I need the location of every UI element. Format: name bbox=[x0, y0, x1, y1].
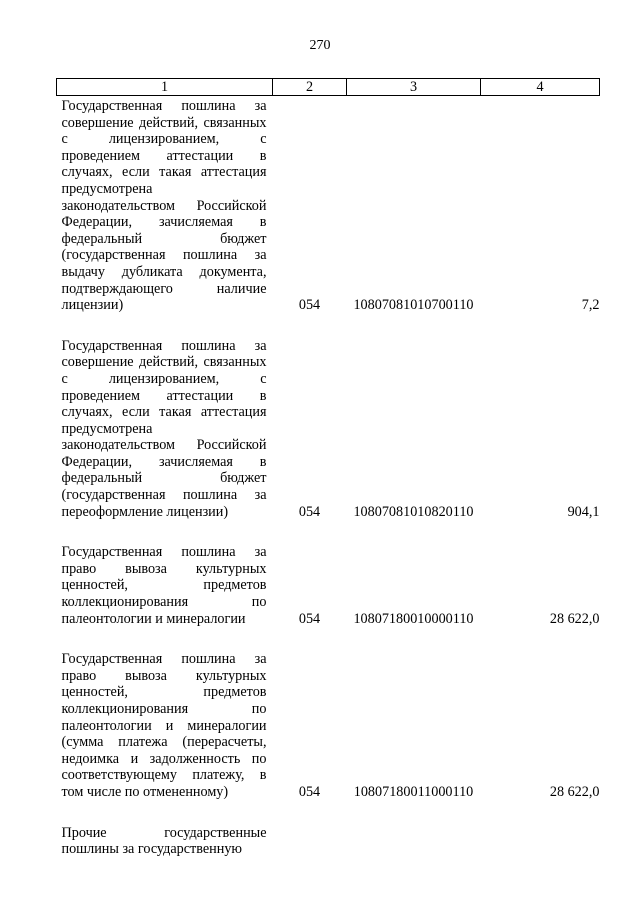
budget-table bbox=[56, 78, 600, 858]
table-row bbox=[57, 96, 600, 314]
header-row bbox=[57, 79, 600, 96]
table-header bbox=[57, 79, 600, 96]
row-spacer bbox=[57, 520, 600, 544]
table-row bbox=[57, 544, 600, 627]
admin-code-cell: 054 bbox=[298, 503, 321, 520]
amount-cell: 904,1 bbox=[567, 503, 600, 520]
budget-code-cell: 10807180010000110 bbox=[353, 610, 474, 627]
table-row bbox=[57, 651, 600, 800]
page-number: 270 bbox=[309, 38, 331, 53]
revenue-name-cell: Прочие государственные пошлины за государственную bbox=[61, 824, 267, 858]
budget-code-cell: 10807180011000110 bbox=[353, 783, 474, 800]
row-spacer bbox=[57, 627, 600, 651]
table-row bbox=[57, 338, 600, 521]
admin-code-cell: 054 bbox=[298, 297, 321, 314]
row-spacer bbox=[57, 314, 600, 338]
admin-code-cell bbox=[273, 825, 347, 858]
column-header-3: 3 bbox=[347, 79, 481, 96]
admin-code-cell: 054 bbox=[298, 783, 321, 800]
row-spacer bbox=[57, 801, 600, 825]
revenue-name-cell: Государственная пошлина за право вывоза культурных ценностей, предметов коллекционирования по палеонтологии и минералогии bbox=[61, 544, 267, 627]
revenue-name-cell: Государственная пошлина за совершение действий, связанных с лицензированием, с проведением аттестации в случаях, если такая аттестация предусмотрена законодательством Российской Федерации, зачисляемая в федеральный бюджет (государственная пошлина за выдачу дубликата документа, подтверждающего наличие лицензии) bbox=[61, 98, 267, 314]
revenue-name-cell: Государственная пошлина за совершение действий, связанных с лицензированием, с проведением аттестации в случаях, если такая аттестация предусмотрена законодательством Российской Федерации, зачисляемая в федеральный бюджет (государственная пошлина за переоформление лицензии) bbox=[61, 337, 267, 520]
admin-code-cell: 054 bbox=[298, 610, 321, 627]
column-header-2: 2 bbox=[273, 79, 347, 96]
budget-code-cell bbox=[347, 825, 481, 858]
amount-cell bbox=[481, 825, 600, 858]
table-row bbox=[57, 825, 600, 858]
budget-code-cell: 10807081010700110 bbox=[353, 297, 474, 314]
column-header-4: 4 bbox=[481, 79, 600, 96]
revenue-name-cell: Государственная пошлина за право вывоза культурных ценностей, предметов коллекционирования по палеонтологии и минералогии (сумма платежа (перерасчеты, недоимка и задолженность по соответствующему платежу, в том числе по отмененному) bbox=[61, 651, 267, 800]
amount-cell: 7,2 bbox=[581, 297, 600, 314]
table-body bbox=[57, 96, 600, 858]
column-header-1: 1 bbox=[57, 79, 273, 96]
amount-cell: 28 622,0 bbox=[549, 610, 600, 627]
amount-cell: 28 622,0 bbox=[549, 783, 600, 800]
budget-code-cell: 10807081010820110 bbox=[353, 503, 474, 520]
